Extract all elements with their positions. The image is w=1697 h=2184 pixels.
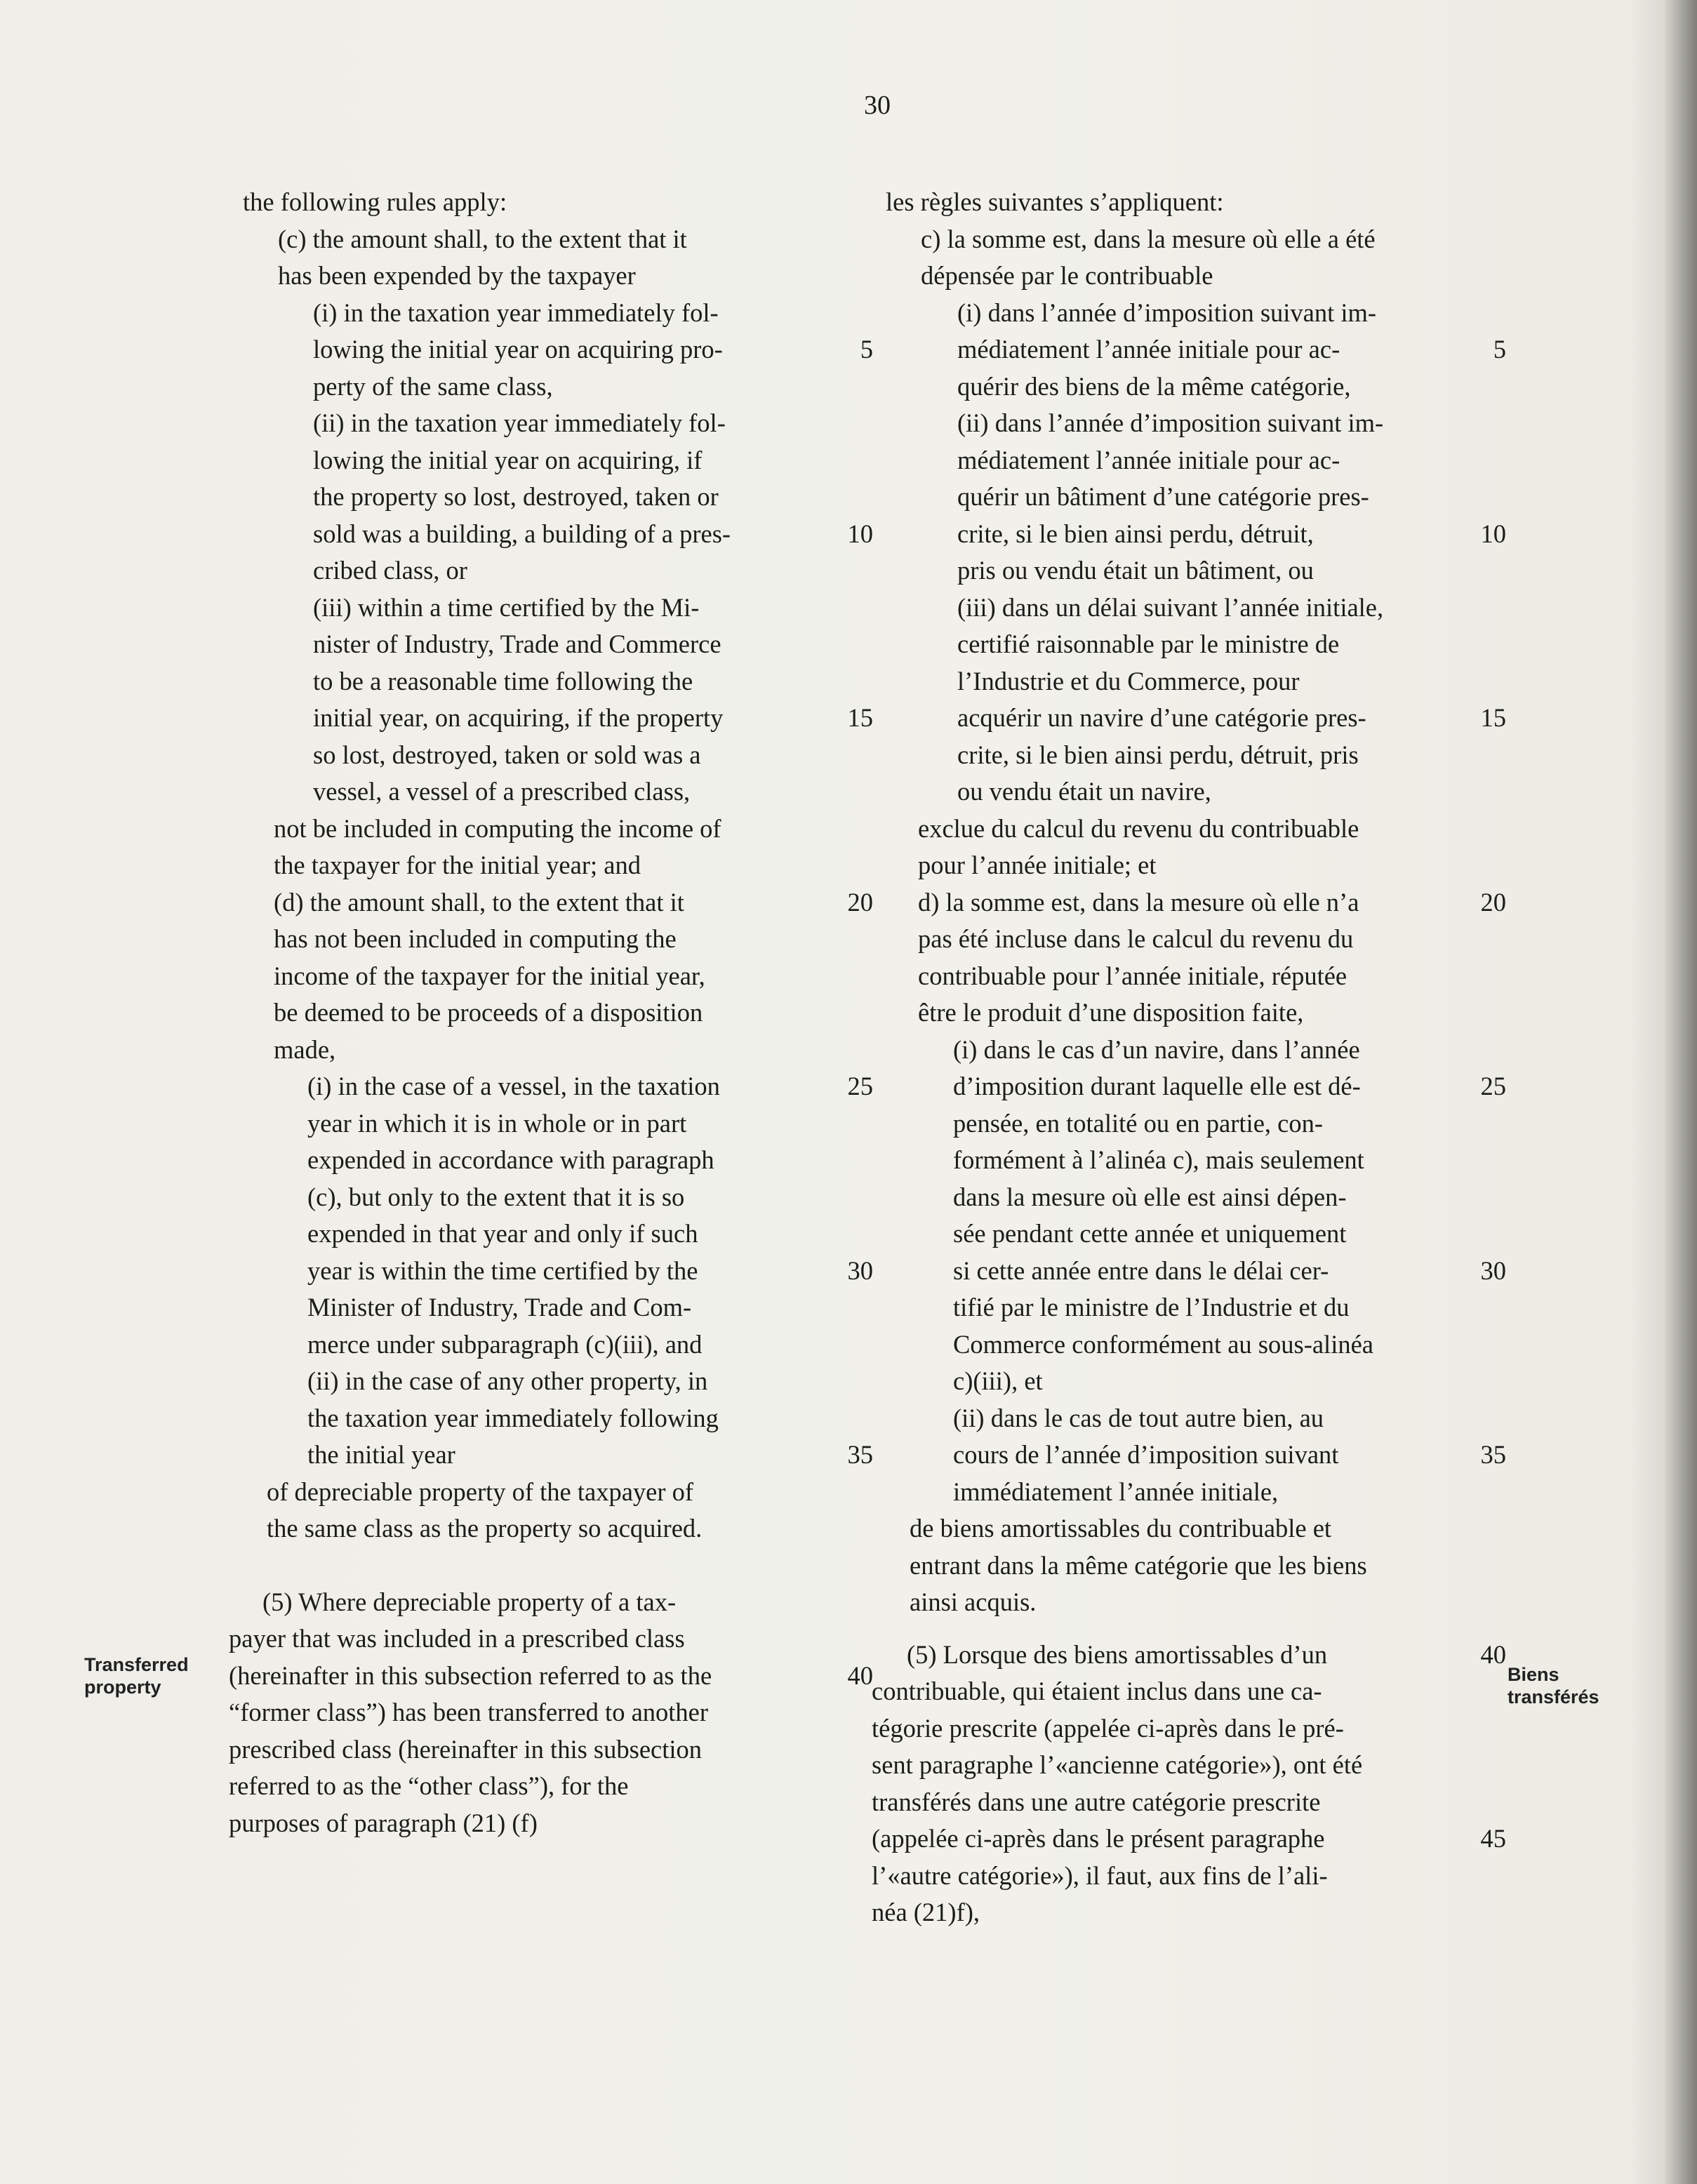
english-line-text: “former class”) has been transferred to another (229, 1698, 709, 1726)
english-line-text: so lost, destroyed, taken or sold was a (313, 740, 701, 769)
french-text-line (886, 405, 1503, 442)
english-text-line (243, 1363, 874, 1400)
english-text-line (229, 1731, 874, 1769)
french-line-text: formément à l’alinéa c), mais seulement (953, 1145, 1364, 1174)
french-line-text: c)(iii), et (953, 1366, 1043, 1395)
french-line-text: Commerce conformément au sous-alinéa (953, 1329, 1373, 1359)
english-text-line (229, 1620, 874, 1658)
french-text-line (886, 331, 1506, 368)
english-line-text: (5) Where depreciable property of a tax- (262, 1587, 677, 1616)
french-text-line (886, 921, 1503, 958)
english-text-line (243, 994, 874, 1032)
english-text-line (243, 921, 874, 958)
french-text-line (886, 1289, 1503, 1326)
english-line-text: Minister of Industry, Trade and Com- (307, 1293, 692, 1321)
french-text-line (886, 1032, 1503, 1069)
english-line-text: merce under subparagraph (c)(iii), and (307, 1329, 703, 1359)
french-line-text: sent paragraphe l’«ancienne catégorie»), ont été (872, 1750, 1363, 1779)
french-line-text: ou vendu était un navire, (957, 777, 1211, 806)
english-text-line (243, 1437, 874, 1474)
french-text-line (872, 1820, 1506, 1858)
french-text-line (886, 700, 1506, 737)
english-line-text: not be included in computing the income of (274, 813, 721, 843)
english-text-line (243, 1142, 874, 1179)
french-text-line (886, 590, 1503, 627)
french-line-text: l’«autre catégorie»), il faut, aux fins de l’ali- (872, 1860, 1328, 1890)
english-line-number: 15 (847, 703, 873, 732)
english-text-line (243, 331, 874, 368)
french-line-text: quérir un bâtiment d’une catégorie pres- (957, 482, 1369, 511)
english-line-text: the property so lost, destroyed, taken or (313, 482, 719, 511)
french-text-line (886, 184, 1503, 221)
english-line-text: prescribed class (hereinafter in this subsection (229, 1734, 703, 1764)
french-line-number: 40 (1480, 1639, 1506, 1669)
french-text-line (886, 1584, 1503, 1621)
english-text-line (243, 295, 874, 332)
french-line-text: crite, si le bien ainsi perdu, détruit, (957, 519, 1314, 548)
french-line-text: pour l’année initiale; et (918, 851, 1157, 879)
english-text-line (243, 1216, 874, 1253)
french-text-line (886, 958, 1503, 995)
english-text-line (243, 1032, 874, 1069)
english-line-text: (i) in the taxation year immediately fol- (313, 298, 719, 327)
french-line-text: exclue du calcul du revenu du contribuable (918, 813, 1359, 843)
french-line-text: acquérir un navire d’une catégorie pres- (957, 703, 1366, 732)
french-paragraph-gap (886, 1621, 1503, 1637)
french-text-line (886, 1326, 1503, 1364)
french-line-text: être le produit d’une disposition faite, (918, 998, 1304, 1027)
french-text-line (872, 1784, 1503, 1821)
french-text-line (886, 516, 1506, 553)
french-line-text: crite, si le bien ainsi perdu, détruit, pris (957, 740, 1359, 769)
french-column (872, 184, 1506, 1931)
english-text-line (243, 552, 874, 590)
english-line-text: (iii) within a time certified by the Mi- (313, 592, 700, 622)
english-line-text: (d) the amount shall, to the extent that it (274, 887, 684, 917)
english-text-line (243, 663, 874, 700)
english-line-text: lowing the initial year on acquiring, if (313, 445, 703, 474)
english-paragraph-gap (243, 1547, 874, 1584)
english-text-line (243, 590, 874, 627)
english-line-text: sold was a building, a building of a pres- (313, 519, 731, 548)
french-text-line (886, 884, 1506, 921)
english-line-text: year is within the time certified by the (307, 1256, 698, 1285)
english-line-text: perty of the same class, (313, 371, 553, 401)
english-line-text: purposes of paragraph (21) (f) (229, 1808, 538, 1837)
french-line-text: contribuable, qui étaient inclus dans une ca- (872, 1677, 1322, 1705)
french-text-line (886, 737, 1503, 774)
english-line-text: (c), but only to the extent that it is so (307, 1182, 685, 1211)
french-line-text: si cette année entre dans le délai cer- (953, 1256, 1329, 1285)
french-line-text: l’Industrie et du Commerce, pour (957, 666, 1300, 695)
book-spine-edge (1665, 0, 1697, 2184)
english-line-text: expended in that year and only if such (307, 1219, 698, 1248)
french-line-text: (iii) dans un délai suivant l’année initiale, (957, 592, 1384, 622)
page-number: 30 (864, 91, 891, 120)
english-line-number: 20 (847, 887, 873, 917)
english-text-line (243, 1179, 874, 1216)
english-text-line (243, 221, 874, 258)
french-text-line (872, 1858, 1503, 1895)
french-line-number: 30 (1480, 1256, 1506, 1285)
french-line-number: 5 (1493, 335, 1506, 364)
english-text-line (243, 737, 874, 774)
english-line-text: (hereinafter in this subsection referred to as the (229, 1660, 712, 1690)
english-text-line (243, 1326, 874, 1364)
english-line-text: has been expended by the taxpayer (278, 261, 636, 290)
french-text-line (886, 368, 1503, 406)
english-line-text: the following rules apply: (243, 187, 507, 216)
french-text-line (886, 773, 1503, 811)
french-line-text: les règles suivantes s’appliquent: (886, 187, 1224, 216)
french-line-text: cours de l’année d’imposition suivant (953, 1440, 1339, 1469)
english-line-text: (ii) in the case of any other property, in (307, 1366, 708, 1395)
english-text-line (243, 1584, 874, 1621)
french-line-text: (i) dans le cas d’un navire, dans l’année (953, 1034, 1360, 1064)
english-line-text: the initial year (307, 1440, 455, 1469)
english-line-number: 5 (860, 335, 873, 364)
french-text-line (886, 847, 1503, 884)
french-line-text: immédiatement l’année initiale, (953, 1477, 1279, 1506)
english-line-text: of depreciable property of the taxpayer of (267, 1477, 694, 1506)
english-line-number: 40 (847, 1660, 873, 1690)
english-line-text: initial year, on acquiring, if the property (313, 703, 724, 732)
english-line-text: nister of Industry, Trade and Commerce (313, 630, 721, 658)
french-text-line (886, 994, 1503, 1032)
french-text-line (872, 1747, 1503, 1784)
english-line-number: 35 (847, 1440, 873, 1469)
english-text-line (243, 811, 874, 848)
french-line-text: (5) Lorsque des biens amortissables d’un (907, 1639, 1328, 1669)
french-line-text: médiatement l’année initiale pour ac- (957, 335, 1340, 364)
english-line-text: (i) in the case of a vessel, in the taxation (307, 1072, 720, 1100)
french-text-line (886, 1179, 1503, 1216)
margin-note-transferred-property: Transferred property (84, 1654, 189, 1698)
french-line-number: 35 (1480, 1440, 1506, 1469)
english-line-text: lowing the initial year on acquiring pro- (313, 335, 723, 364)
french-line-number: 10 (1480, 519, 1506, 548)
english-line-number: 25 (847, 1072, 873, 1100)
french-text-line (886, 1437, 1506, 1474)
english-text-line (243, 1253, 874, 1290)
english-text-line (243, 479, 874, 516)
french-text-line (886, 442, 1503, 479)
english-text-line (243, 442, 874, 479)
french-line-text: quérir des biens de la même catégorie, (957, 371, 1351, 401)
english-line-number: 10 (847, 519, 873, 548)
english-line-text: the same class as the property so acquired. (267, 1514, 703, 1543)
english-line-text: the taxation year immediately following (307, 1403, 719, 1432)
english-text-line (229, 1805, 874, 1842)
french-line-text: dans la mesure où elle est ainsi dépen- (953, 1182, 1347, 1211)
french-line-text: sée pendant cette année et uniquement (953, 1219, 1347, 1248)
french-text-line (886, 1216, 1503, 1253)
french-text-line (872, 1710, 1503, 1747)
french-line-text: tégorie prescrite (appelée ci-après dans le pré- (872, 1713, 1344, 1743)
english-line-text: to be a reasonable time following the (313, 666, 693, 695)
english-line-text: (c) the amount shall, to the extent that it (278, 224, 687, 253)
french-line-text: transférés dans une autre catégorie prescrite (872, 1787, 1321, 1816)
english-text-line (243, 1474, 874, 1511)
french-line-text: (ii) dans l’année d’imposition suivant im- (957, 408, 1384, 437)
english-text-line (243, 1105, 874, 1143)
english-line-text: vessel, a vessel of a prescribed class, (313, 777, 691, 806)
french-text-line (886, 1510, 1503, 1547)
english-text-line (243, 258, 874, 295)
french-line-text: (ii) dans le cas de tout autre bien, au (953, 1403, 1324, 1432)
english-text-line (243, 773, 874, 811)
french-text-line (886, 1068, 1506, 1105)
english-text-line (229, 1768, 874, 1805)
english-text-line (243, 1510, 874, 1547)
french-text-line (886, 1105, 1503, 1143)
french-line-text: pensée, en totalité ou en partie, con- (953, 1108, 1324, 1138)
english-line-text: income of the taxpayer for the initial year, (274, 961, 705, 990)
english-line-number: 30 (847, 1256, 873, 1285)
margin-note-biens-transferes: Biens transférés (1508, 1664, 1599, 1707)
french-line-text: contribuable pour l’année initiale, réputée (918, 961, 1347, 990)
french-line-text: (i) dans l’année d’imposition suivant im- (957, 298, 1377, 327)
french-text-line (886, 1637, 1506, 1674)
french-text-line (872, 1894, 1503, 1931)
french-text-line (886, 1474, 1503, 1511)
english-line-text: cribed class, or (313, 556, 467, 585)
english-text-line (243, 1289, 874, 1326)
french-line-text: ainsi acquis. (910, 1587, 1037, 1616)
french-text-line (886, 552, 1503, 590)
english-text-line (243, 626, 874, 663)
french-line-text: c) la somme est, dans la mesure où elle a été (921, 224, 1376, 253)
english-text-line (243, 884, 874, 921)
english-text-line (243, 700, 874, 737)
french-text-line (886, 258, 1503, 295)
french-text-line (886, 295, 1503, 332)
french-line-text: de biens amortissables du contribuable et (910, 1514, 1332, 1543)
french-text-line (886, 1400, 1503, 1437)
english-line-text: has not been included in computing the (274, 924, 677, 953)
english-line-text: referred to as the “other class”), for the (229, 1771, 629, 1800)
french-line-text: néa (21)f), (872, 1898, 980, 1926)
french-line-text: dépensée par le contribuable (921, 261, 1213, 290)
english-line-text: the taxpayer for the initial year; and (274, 851, 641, 879)
french-text-line (886, 1363, 1503, 1400)
french-text-line (886, 1142, 1503, 1179)
english-line-text: be deemed to be proceeds of a disposition (274, 998, 703, 1027)
english-line-text: expended in accordance with paragraph (307, 1145, 714, 1174)
french-line-text: pas été incluse dans le calcul du revenu du (918, 924, 1354, 953)
french-text-line (886, 1253, 1506, 1290)
english-text-line (243, 405, 874, 442)
english-text-line (243, 1400, 874, 1437)
french-line-number: 20 (1480, 887, 1506, 917)
french-line-text: d’imposition durant laquelle elle est dé- (953, 1072, 1361, 1100)
french-line-text: d) la somme est, dans la mesure où elle n’a (918, 887, 1359, 917)
english-text-line (229, 1658, 874, 1695)
english-text-line (243, 516, 874, 553)
english-text-line (243, 184, 874, 221)
french-text-line (886, 479, 1503, 516)
french-line-number: 15 (1480, 703, 1506, 732)
english-text-line (243, 368, 874, 406)
french-text-line (886, 663, 1503, 700)
english-line-text: (ii) in the taxation year immediately fol- (313, 408, 726, 437)
french-line-number: 45 (1480, 1824, 1506, 1853)
english-line-text: made, (274, 1034, 336, 1064)
french-line-text: tifié par le ministre de l’Industrie et du (953, 1293, 1350, 1321)
french-line-text: certifié raisonnable par le ministre de (957, 630, 1340, 658)
french-line-number: 25 (1480, 1072, 1506, 1100)
french-text-line (886, 811, 1503, 848)
french-text-line (872, 1673, 1503, 1710)
english-column (229, 184, 874, 1842)
english-text-line (229, 1694, 874, 1731)
french-line-text: entrant dans la même catégorie que les biens (910, 1550, 1367, 1580)
english-text-line (243, 958, 874, 995)
french-text-line (886, 626, 1503, 663)
french-line-text: médiatement l’année initiale pour ac- (957, 445, 1340, 474)
french-text-line (886, 1547, 1503, 1585)
french-text-line (886, 221, 1503, 258)
english-text-line (243, 1068, 874, 1105)
english-line-text: payer that was included in a prescribed class (229, 1624, 685, 1653)
english-line-text: year in which it is in whole or in part (307, 1108, 687, 1138)
french-line-text: pris ou vendu était un bâtiment, ou (957, 556, 1314, 585)
english-text-line (243, 847, 874, 884)
french-line-text: (appelée ci-après dans le présent paragraphe (872, 1824, 1325, 1853)
